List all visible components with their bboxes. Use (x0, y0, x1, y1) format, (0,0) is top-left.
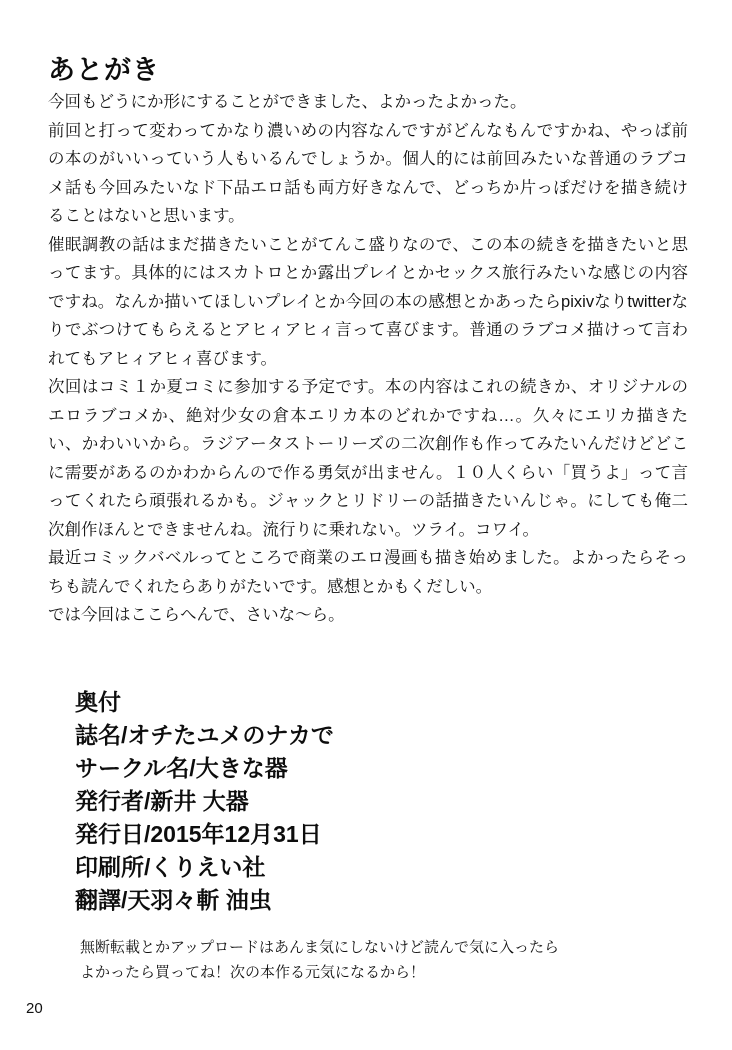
afterword-heading: あとがき (48, 55, 160, 85)
colophon-entry-title: 誌名/オチたユメのナカで (75, 722, 334, 748)
reprint-notice-line: よかったら買ってね！次の本作る元気になるから！ (80, 964, 426, 981)
afterword-paragraph: 前回と打って変わってかなり濃いめの内容なんですがどんなもんですかね、やっぱ前の本のがいいっていう人もいるんでしょうか。個人的には前回みたいな普通のラブコメ話も今回みたいなド下品エロ話も両方好きなんで、どっちか片っぽだけを描き続けることはないと思います。 (48, 121, 688, 225)
colophon-entry-translation: 翻譯/天羽々斬 油虫 (75, 887, 272, 913)
afterword-paragraph: 催眠調教の話はまだ描きたいことがてんこ盛りなので、この本の続きを描きたいと思ってます。具体的にはスカトロとか露出プレイとかセックス旅行みたいな感じの内容ですね。なんか描いてほしいプレイとか今回の本の感想とかあったらpixivなりtwitterなりでぶつけてもらえるとアヒィアヒィ言って喜びます。普通のラブコメ描けって言われてもアヒィアヒィ喜びます。 (48, 235, 688, 368)
colophon-entry-circle: サークル名/大きな器 (75, 755, 288, 781)
reprint-notice-line: 無断転載とかアップロードはあんま気にしないけど読んで気に入ったら (80, 939, 559, 956)
page-number: 20 (26, 1000, 43, 1017)
afterword-paragraph: 次回はコミ１か夏コミに参加する予定です。本の内容はこれの続きか、オリジナルのエロラブコメか、絶対少女の倉本エリカ本のどれかですね…。久々にエリカ描きたい、かわいいから。ラジアータストーリーズの二次創作も作ってみたいんだけどどこに需要があるのかわからんので作る勇気が出ません。１０人くらい「買うよ」って言ってくれたら頑張れるかも。ジャックとリドリーの話描きたいんじゃ。にしても俺二次創作ほんとできませんね。流行りに乗れない。ツライ。コワイ。 (48, 378, 688, 539)
colophon-block (75, 686, 695, 917)
reprint-notice (80, 935, 680, 985)
colophon-entry-date: 発行日/2015年12月31日 (75, 821, 322, 847)
afterword-paragraph: 最近コミックバベルってところで商業のエロ漫画も描き始めました。よかったらそっちも読んでくれたらありがたいです。感想とかもくだしい。 (48, 549, 688, 596)
colophon-heading: 奥付 (75, 689, 121, 715)
afterword-paragraph: 今回もどうにか形にすることができました、よかったよかった。 (48, 93, 527, 111)
afterword-body (48, 88, 688, 630)
colophon-entry-printer: 印刷所/くりえい社 (75, 854, 266, 880)
colophon-entry-publisher: 発行者/新井 大器 (75, 788, 249, 814)
afterword-paragraph: では今回はここらへんで、さいな〜ら。 (48, 606, 345, 624)
